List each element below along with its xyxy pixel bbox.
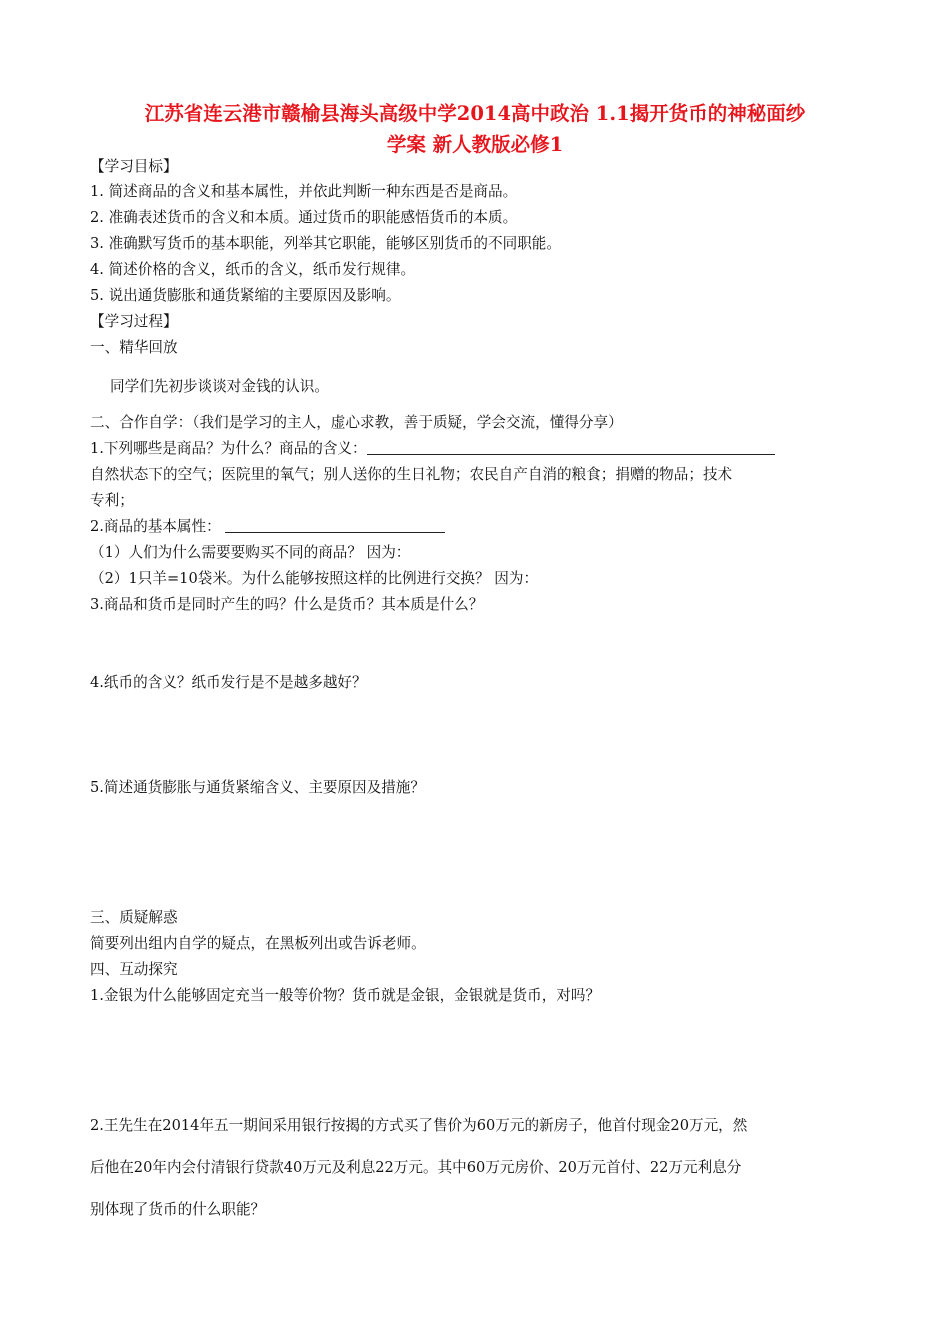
goal-item-3: 3. 准确默写货币的基本职能，列举其它职能，能够区别货币的不同职能。 <box>90 235 561 252</box>
document-title-line-1: 江苏省连云港市赣榆县海头高级中学2014高中政治 1.1揭开货币的神秘面纱 <box>144 102 806 125</box>
document-title-line-2: 学案 新人教版必修1 <box>386 133 564 156</box>
goals-header: 【学习目标】 <box>90 158 178 175</box>
section-1-title: 一、精华回放 <box>90 339 178 356</box>
goal-item-4: 4. 简述价格的含义，纸币的含义，纸币发行规律。 <box>90 261 416 278</box>
process-header: 【学习过程】 <box>90 313 178 330</box>
question-1-text: 1.下列哪些是商品？为什么？商品的含义： <box>90 440 367 457</box>
question-2-sub-1: （1）人们为什么需要要购买不同的商品？ 因为： <box>90 544 411 561</box>
section-2-title: 二、合作自学：（我们是学习的主人，虚心求教，善于质疑，学会交流，懂得分享） <box>90 414 623 431</box>
explore-question-2-line-3: 别体现了货币的什么职能？ <box>90 1201 266 1218</box>
question-2 <box>90 517 445 537</box>
question-1-options-line-1: 自然状态下的空气；医院里的氧气；别人送你的生日礼物；农民自产自消的粮食；捐赠的物品；技术 <box>90 466 733 483</box>
goal-item-5: 5. 说出通货膨胀和通货紧缩的主要原因及影响。 <box>90 287 401 304</box>
question-1-options-line-2: 专利； <box>90 492 134 509</box>
explore-question-2-line-2: 后他在20年内会付清银行贷款40万元及利息22万元。其中60万元房价、20万元首付、22万元利息分 <box>90 1159 742 1176</box>
section-1-text: 同学们先初步谈谈对金钱的认识。 <box>110 378 329 395</box>
question-2-text: 2.商品的基本属性： <box>90 518 221 535</box>
section-3-title: 三、质疑解惑 <box>90 909 178 926</box>
section-3-text: 简要列出组内自学的疑点，在黑板列出或告诉老师。 <box>90 935 426 952</box>
question-5: 5.简述通货膨胀与通货紧缩含义、主要原因及措施？ <box>90 779 425 796</box>
explore-question-1: 1.金银为什么能够固定充当一般等价物？货币就是金银，金银就是货币，对吗？ <box>90 987 601 1004</box>
question-1 <box>90 439 775 459</box>
question-2-sub-2: （2）1只羊=10袋米。为什么能够按照这样的比例进行交换？ 因为： <box>90 570 539 587</box>
answer-blank-1[interactable] <box>367 440 775 455</box>
question-3: 3.商品和货币是同时产生的吗？什么是货币？其本质是什么？ <box>90 596 484 613</box>
goal-item-1: 1. 简述商品的含义和基本属性，并依此判断一种东西是否是商品。 <box>90 183 518 200</box>
goal-item-2: 2. 准确表述货币的含义和本质。通过货币的职能感悟货币的本质。 <box>90 209 518 226</box>
question-4: 4.纸币的含义？纸币发行是不是越多越好？ <box>90 674 367 691</box>
section-4-title: 四、互动探究 <box>90 961 178 978</box>
explore-question-2-line-1: 2.王先生在2014年五一期间采用银行按揭的方式买了售价为60万元的新房子，他首付现金20万元，然 <box>90 1117 748 1134</box>
answer-blank-2[interactable] <box>225 518 445 533</box>
